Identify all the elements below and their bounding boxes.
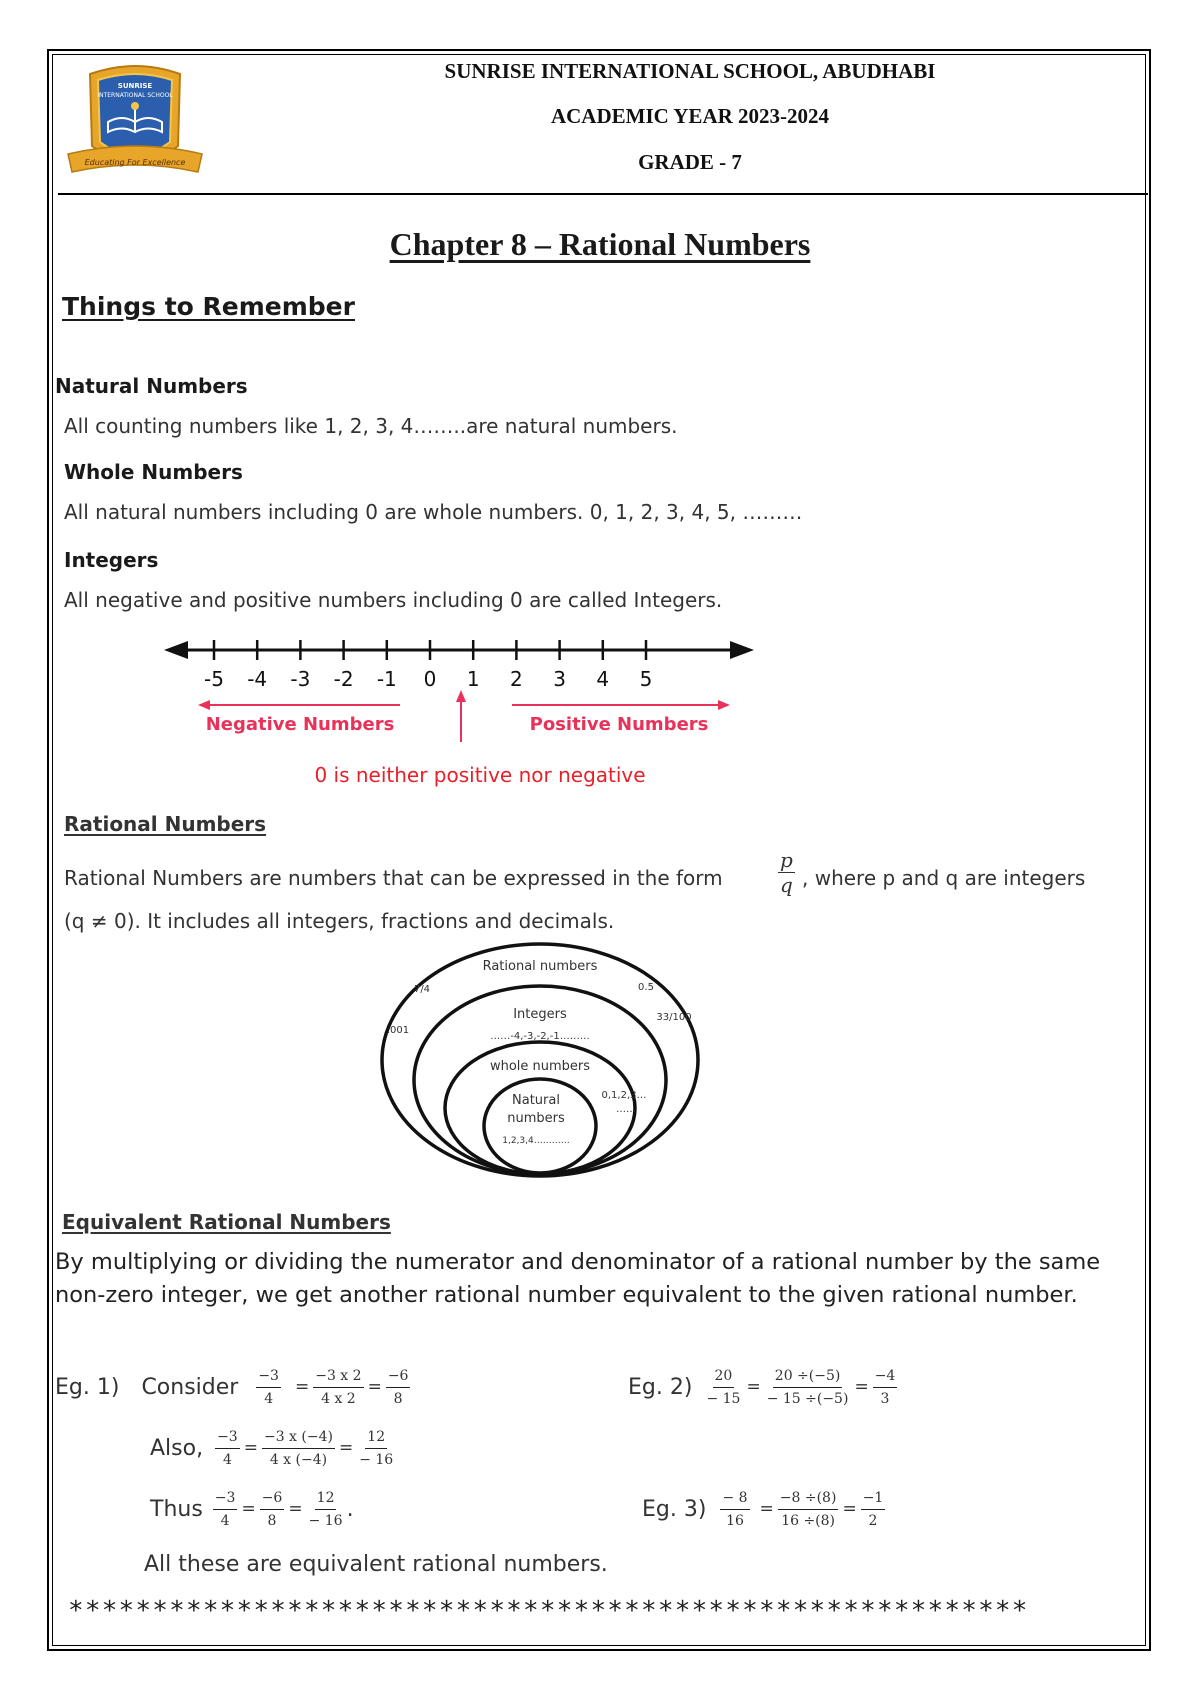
school-logo [60, 62, 210, 190]
integers-heading: Integers [64, 548, 159, 572]
tick-label: -3 [290, 667, 311, 691]
rational-text-line2: (q ≠ 0). It includes all integers, fractions and decimals. [64, 909, 615, 933]
also-frac-3: $\frac{12}{- 16}$ [359, 1428, 394, 1468]
example-3: Eg. 3) $\frac{- 8}{16}$ = $\frac{-8 \div(8)}{16 \div(8)}$ = $\frac{-1}{2}$ [642, 1489, 884, 1529]
also-frac-2: $\frac{-3 x (-4)}{4 x (-4)}$ [263, 1428, 333, 1468]
section-title: Things to Remember [62, 292, 355, 321]
number-line-left-arrow [164, 641, 188, 659]
eg3-label: Eg. 3) [642, 1496, 707, 1522]
venn-natural-label-1: Natural [512, 1093, 560, 1108]
zero-note: 0 is neither positive nor negative [314, 763, 646, 787]
tick-label: -5 [204, 667, 224, 691]
venn-integers-examples: ……-4,-3,-2,-1……… [490, 1031, 590, 1042]
p-over-q-fraction [778, 848, 795, 897]
venn-ex-0-5: 0.5 [638, 982, 654, 993]
consider-label: Consider [141, 1374, 239, 1400]
thus-example: Thus $\frac{-3}{4}$ = $\frac{-6}{8}$ = $\frac{12}{- 16}$ . [150, 1489, 354, 1529]
eg3-frac-2: $\frac{-8 \div(8)}{16 \div(8)}$ [779, 1489, 837, 1529]
logo-text-line2: INTERNATIONAL SCHOOL [97, 92, 173, 99]
eg1-frac-1: $\frac{-3}{4}$ [258, 1367, 279, 1407]
rational-heading: Rational Numbers [64, 812, 267, 836]
number-line-right-arrow [730, 641, 754, 659]
equivalent-text: By multiplying or dividing the numerator and denominator of a rational number by the same non-zero integer, we get another rational number equivalent to the given rational number. [55, 1249, 1101, 1308]
tick-label: 5 [639, 667, 653, 691]
header-divider [58, 193, 1148, 195]
rational-text-after: , where p and q are integers [802, 866, 1086, 890]
venn-integers-label: Integers [513, 1007, 567, 1022]
venn-ex-001: .001 [386, 1025, 410, 1036]
number-line-figure [150, 630, 770, 790]
tick-label: -2 [333, 667, 354, 691]
venn-whole-examples-2: …… [616, 1104, 636, 1115]
logo-text-line1: SUNRISE [117, 82, 153, 90]
tick-label: -4 [247, 667, 268, 691]
tick-label: 0 [423, 667, 437, 691]
thus-frac-2: $\frac{-6}{8}$ [261, 1489, 283, 1529]
equivalent-conclusion: All these are equivalent rational numbers. [144, 1552, 608, 1577]
eg3-frac-1: $\frac{- 8}{16}$ [722, 1489, 748, 1529]
thus-frac-1: $\frac{-3}{4}$ [214, 1489, 236, 1529]
grade-label: GRADE - 7 [638, 150, 742, 174]
fraction-p: p [780, 848, 793, 872]
fraction-q: q [780, 873, 793, 897]
number-line-ticks [204, 640, 652, 691]
eg2-frac-3: $\frac{-4}{3}$ [874, 1367, 896, 1407]
also-example: Also, $\frac{-3}{4}$ = $\frac{-3 x (-4)}{4 x (-4)}$ = $\frac{12}{- 16}$ [150, 1428, 394, 1468]
school-name: SUNRISE INTERNATIONAL SCHOOL, ABUDHABI [444, 59, 936, 83]
tick-label: 3 [553, 667, 566, 691]
eg2-label: Eg. 2) [628, 1374, 693, 1400]
tick-label: 1 [466, 667, 480, 691]
natural-text: All counting numbers like 1, 2, 3, 4……..are natural numbers. [64, 414, 678, 438]
venn-ex-33-100: 33/100 [656, 1012, 692, 1023]
equivalent-heading: Equivalent Rational Numbers [62, 1210, 391, 1234]
eg2-frac-1: $\frac{20}{- 15}$ [706, 1367, 741, 1407]
example-2: Eg. 2) $\frac{20}{- 15}$ = $\frac{20 \div(-5)}{- 15 \div(-5)}$ = $\frac{-4}{3}$ [628, 1367, 896, 1407]
positive-label: Positive Numbers [529, 714, 709, 735]
negative-label: Negative Numbers [205, 714, 395, 735]
eg3-frac-3: $\frac{-1}{2}$ [862, 1489, 884, 1529]
eg1-label: Eg. 1) [55, 1374, 120, 1400]
logo-motto: Educating For Excellence [84, 158, 186, 167]
venn-whole-label: whole numbers [489, 1059, 591, 1074]
also-label: Also, [150, 1435, 204, 1461]
integers-text: All negative and positive numbers including 0 are called Integers. [64, 588, 723, 612]
eg1-frac-2: $\frac{-3 x 2}{4 x 2}$ [315, 1367, 362, 1407]
tick-label: 2 [510, 667, 523, 691]
venn-ex-7-4: 7/4 [413, 984, 431, 995]
thus-frac-3: $\frac{12}{- 16}$ [308, 1489, 343, 1529]
whole-text: All natural numbers including 0 are whole numbers. 0, 1, 2, 3, 4, 5, ……… [64, 500, 803, 524]
rational-venn-diagram [370, 940, 710, 1180]
venn-natural-label-2: numbers [507, 1111, 565, 1126]
venn-natural-examples: 1,2,3,4………… [502, 1136, 570, 1146]
tick-label: 4 [596, 667, 610, 691]
also-frac-1: $\frac{-3}{4}$ [217, 1428, 238, 1468]
whole-heading: Whole Numbers [64, 460, 243, 484]
tick-label: -1 [376, 667, 397, 691]
example-1: Eg. 1) Consider $\frac{-3}{4}$ = $\frac{-3 x 2}{4 x 2}$ = $\frac{-6}{8}$ [55, 1367, 409, 1407]
eg2-frac-2: $\frac{20 \div(-5)}{- 15 \div(-5)}$ [766, 1367, 849, 1407]
natural-heading: Natural Numbers [55, 374, 248, 398]
eg1-frac-3: $\frac{-6}{8}$ [387, 1367, 409, 1407]
venn-whole-examples-1: 0,1,2,3… [601, 1090, 647, 1101]
thus-label: Thus [150, 1496, 203, 1522]
chapter-title: Chapter 8 – Rational Numbers [389, 226, 811, 262]
venn-rational-label: Rational numbers [482, 959, 598, 974]
footer-stars: ********************************************************* [68, 1596, 1029, 1626]
rational-text-before: Rational Numbers are numbers that can be expressed in the form [64, 866, 723, 890]
academic-year: ACADEMIC YEAR 2023-2024 [550, 104, 830, 128]
